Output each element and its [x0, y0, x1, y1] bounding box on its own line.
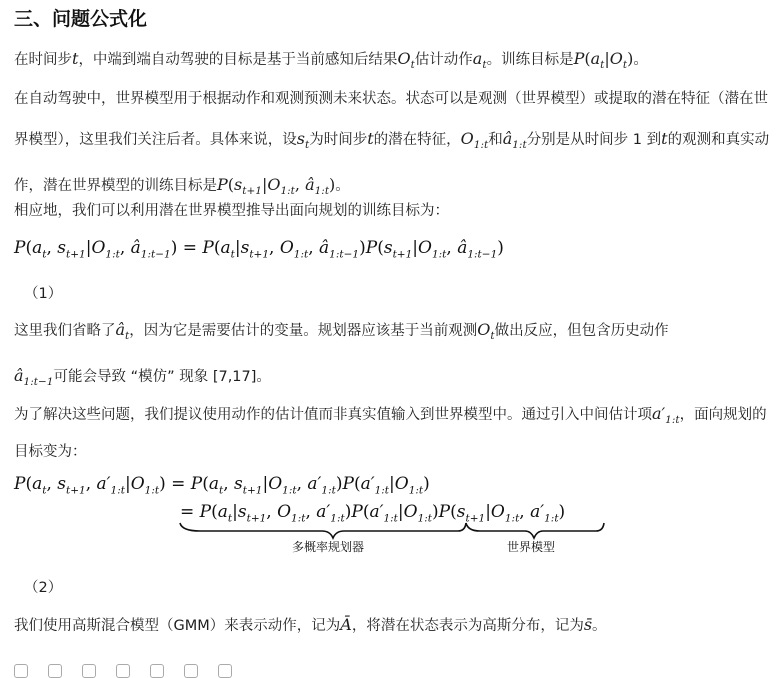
copy-icon[interactable] [14, 664, 28, 678]
equation-1-number: （1） [24, 286, 63, 302]
equation-2-number: （2） [24, 580, 63, 596]
paragraph-5: 为了解决这些问题，我们提议使用动作的估计值而非真实值输入到世界模型中。通过引入中间估计项$a'_{1:t}$，面向规划的目标变为： [14, 404, 767, 461]
section-heading: 三、问题公式化 [14, 8, 148, 30]
paragraph-6: 我们使用高斯混合模型（GMM）来表示动作，记为Ā，将潜在状态表示为高斯分布，记为s̄。 [14, 615, 607, 634]
planner-underbrace [180, 523, 466, 538]
more-icon[interactable] [218, 664, 232, 678]
thumbs-up-icon[interactable] [116, 664, 130, 678]
refresh-icon[interactable] [82, 664, 96, 678]
equation-2-line-1: $P(a_t$, $s_{t+1}$, $a'_{1:t}|O_{1:t}) = P(a_t$, $s_{t+1}|O_{1:t}$, $a'_{1:t})P(a'_{1:t}|O_{1:t})$ [14, 474, 430, 497]
paragraph-2: 在自动驾驶中，世界模型用于根据动作和观测预测未来状态。状态可以是观测（世界模型）或提取的潜在特征（潜在世界模型），这里我们关注后者。具体来说，设$s_t$为时间步t的潜在特征，$O_{1:t}$和$â_{1:t}$分别是从时间步 1 到t的观测和真实动作，潜在世界模型的训练目标是$P(s_{t+1}|O_{1:t}$, $â_{1:t}$)。 [14, 91, 770, 198]
paragraph-4: 这里我们省略了$â_t$，因为它是需要估计的变量。规划器应该基于当前观测$O_t$做出反应，但包含历史动作 $â_{1:t-1}$可能会导致 “模仿” 现象 [7,17]。 [14, 320, 669, 389]
brace-label-planner: 多概率规划器 [292, 540, 365, 554]
world-model-underbrace [466, 523, 604, 538]
share-icon[interactable] [184, 664, 198, 678]
edit-icon[interactable] [48, 664, 62, 678]
thumbs-down-icon[interactable] [150, 664, 164, 678]
paragraph-1: 在时间步t，中端到端自动驾驶的目标是基于当前感知后结果$O_t$估计动作$a_t$。训练目标是$P(a_t|O_t)$。 [14, 49, 648, 72]
equation-2-line-2: = $P(a_t|s_{t+1}$, $O_{1:t}$, $a'_{1:t})P(a'_{1:t}|O_{1:t})P(s_{t+1}|O_{1:t}$, $a'_{1:t}$) [180, 502, 566, 525]
action-toolbar [14, 664, 232, 678]
paragraph-3: 相应地，我们可以利用潜在世界模型推导出面向规划的训练目标为： [14, 203, 449, 219]
brace-label-world-model: 世界模型 [507, 540, 556, 554]
equation-1: $P(a_t$, $s_{t+1}|O_{1:t}$, $â_{1:t-1}) = P(a_t|s_{t+1}$, $O_{1:t}$, $â_{1:t-1})P(s_{t+1}|O_{1:t}$, $â_{1:t-1}$) [14, 238, 504, 261]
